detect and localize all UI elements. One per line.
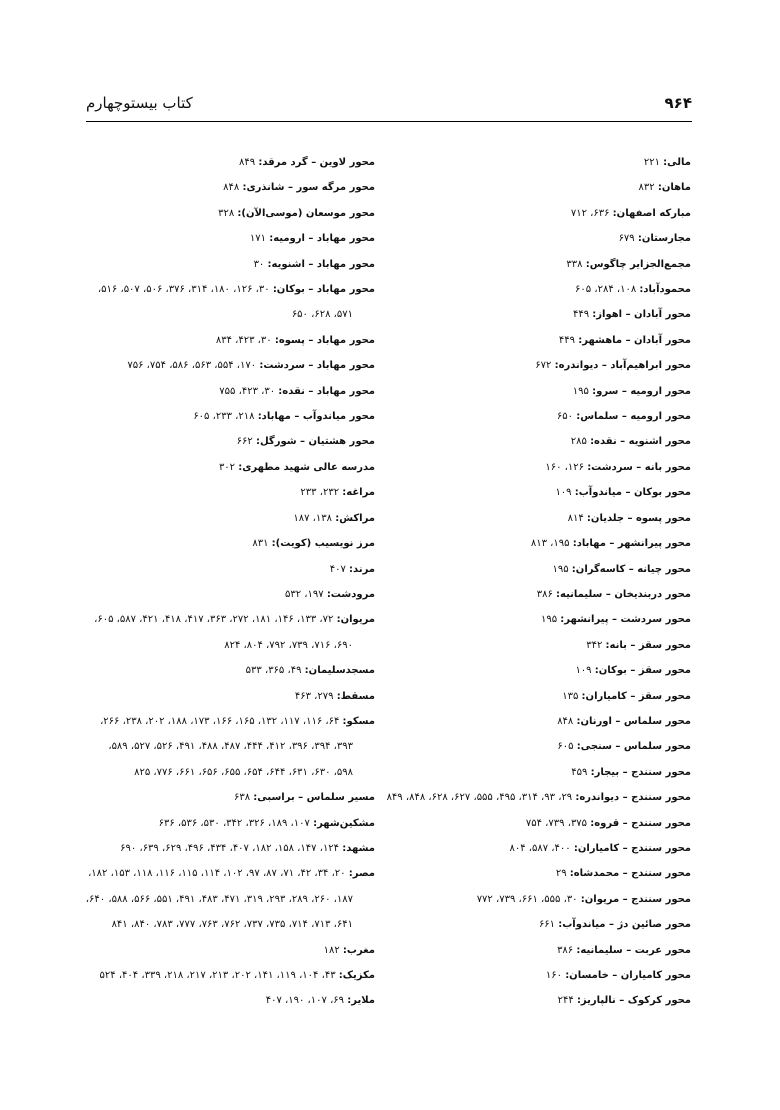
index-term: ماهان: (657, 182, 691, 194)
index-page-refs: ۲۱۸، ۲۳۳، ۶۰۵ (193, 411, 255, 423)
index-page-refs: ۳۳۸ (566, 258, 583, 270)
index-term: محور سنندج – مریوان: (580, 893, 691, 905)
index-term: ملایر: (347, 995, 375, 1007)
index-page-refs: ۴۰۰، ۵۸۷، ۸۰۴ (509, 842, 571, 854)
index-term: محور بوکان – میاندوآب: (574, 487, 691, 499)
index-page-refs: ۱۸۲ (323, 944, 340, 956)
index-page-refs: ۶۷۲ (535, 360, 552, 372)
index-entry (402, 912, 691, 937)
index-term: مرند: (349, 563, 375, 575)
index-page-refs-continued: ۳۹۳، ۳۹۴، ۳۹۶، ۴۱۲، ۴۴۴، ۴۸۷، ۴۸۸، ۴۹۱، ۵۲۶، ۵۲۷، ۵۸۹، (108, 741, 353, 753)
index-page-refs: ۳۰ (253, 258, 265, 270)
index-entry (84, 379, 375, 404)
index-entry (402, 633, 691, 658)
index-term: محور دربندیخان – سلیمانیه: (556, 588, 691, 600)
index-page-refs: ۳۴۲ (586, 639, 603, 651)
index-page-refs: ۱۹۵ (552, 563, 569, 575)
index-term: محور مهاباد – سردشت: (259, 360, 375, 372)
index-term: محور مهاباد – اشنویه: (267, 258, 375, 270)
index-entry (84, 963, 375, 988)
index-entry (84, 658, 375, 683)
index-entry (386, 785, 691, 810)
index-page-refs: ۱۶۰ (545, 970, 562, 981)
index-term: محور چیانه – کاسه‌گران: (571, 563, 691, 575)
index-page-refs: ۴۹، ۳۶۵، ۵۳۳ (245, 665, 302, 677)
index-entry (84, 938, 375, 963)
index-page-refs: ۱۹۵ (572, 385, 589, 397)
index-term: محور کرکوک – نالپاریز: (576, 995, 691, 1007)
index-term: محور آبادان – ماهشهر: (578, 334, 691, 346)
index-page-refs: ۴۳، ۱۰۴، ۱۱۹، ۱۴۱، ۲۰۲، ۲۱۳، ۲۱۷، ۲۱۸، ۳۳۹، ۴۰۴، ۵۲۴ (99, 970, 336, 981)
index-entry (84, 277, 375, 328)
index-term: مغرب: (342, 944, 375, 956)
index-term: مبارکه اصفهان: (612, 207, 691, 219)
index-term: محور سنندج – کامیاران: (573, 842, 691, 854)
index-entry (84, 531, 375, 556)
index-page-refs: ۶۰۵ (557, 741, 574, 753)
index-page-refs: ۴۴۹ (558, 334, 576, 346)
index-term: مشکین‌شهر: (313, 817, 375, 829)
index-entry (84, 353, 375, 378)
index-term: محور سقز – کامیاران: (581, 690, 691, 702)
index-entry (84, 709, 375, 785)
running-header (86, 92, 692, 118)
index-entry (84, 252, 375, 277)
index-page-refs: ۱۲۴، ۱۴۷، ۱۵۸، ۱۸۲، ۴۰۷، ۴۳۴، ۴۹۶، ۶۲۹، ۶۳۹، ۶۹۰ (120, 842, 340, 854)
index-term: مرز نویسیب (کویت): (271, 538, 375, 550)
index-page-refs: ۳۰، ۴۲۳، ۷۵۵ (219, 385, 276, 397)
index-entry (84, 201, 375, 226)
index-page-refs: ۱۰۹ (555, 487, 572, 499)
index-entry (84, 455, 375, 480)
index-page-refs: ۲۲۱ (643, 157, 660, 168)
index-term: مراکش: (335, 512, 375, 524)
index-page-refs: ۱۹۷، ۵۳۲ (284, 588, 324, 600)
index-column-right (386, 150, 691, 1014)
index-page-refs: ۳۸۶ (536, 588, 553, 600)
index-term: مجارستان: (637, 233, 691, 245)
index-page-refs: ۲۸۵ (570, 436, 587, 448)
index-term: محمودآباد: (639, 284, 691, 296)
index-page-refs: ۸۴۹ (239, 157, 256, 168)
index-term: مسکو: (342, 715, 375, 727)
index-entry (402, 557, 691, 582)
index-entry (402, 607, 691, 632)
index-term: محور سقز – بانه: (605, 639, 691, 651)
index-page-refs-continued: ۱۸۷، ۲۶۰، ۲۸۹، ۲۹۳، ۳۱۹، ۴۷۱، ۴۸۳، ۴۹۱، ۵۵۱، ۵۶۶، ۵۸۸، ۶۴۰، (85, 893, 353, 905)
index-term: مالی: (663, 157, 691, 168)
index-page-refs: ۳۰، ۴۲۳، ۸۳۴ (215, 334, 272, 346)
index-term: مراغه: (342, 487, 375, 499)
index-entry (402, 734, 691, 759)
index-entry (402, 429, 691, 454)
index-term: محور سردشت – پیرانشهر: (560, 614, 691, 626)
index-page-refs: ۶۶۲ (236, 436, 253, 448)
index-page-refs: ۲۹، ۹۳، ۳۱۴، ۴۹۵، ۵۵۵، ۶۲۷، ۶۲۸، ۸۴۸، ۸۴۹ (386, 792, 573, 804)
index-entry (402, 811, 691, 836)
index-term: مکزیک: (338, 970, 375, 981)
index-term: مسقط: (336, 690, 375, 702)
index-page-refs-continued: ۵۷۱، ۶۲۸، ۶۵۰ (291, 309, 353, 321)
index-term: محور عربت – سلیمانیه: (576, 944, 691, 956)
index-entry (84, 988, 375, 1013)
index-entry (402, 175, 691, 200)
header-rule (86, 121, 692, 122)
index-page-refs: ۳۷۵، ۷۳۹، ۷۵۴ (525, 817, 588, 829)
index-page-refs: ۳۸۶ (557, 944, 574, 956)
index-page-refs: ۴۰۷ (329, 563, 346, 575)
index-term: مصر: (348, 868, 375, 880)
index-entry (84, 175, 375, 200)
index-page-refs: ۶۳۶، ۷۱۲ (570, 207, 610, 219)
index-entry (402, 226, 691, 251)
index-page-refs-continued: ۶۴۱، ۷۱۳، ۷۱۴، ۷۳۵، ۷۳۷، ۷۶۲، ۷۶۳، ۷۷۷، ۷۸۳، ۸۴۰، ۸۴۱ (111, 919, 353, 931)
index-entry (84, 836, 375, 861)
index-entry (402, 150, 691, 175)
index-page-refs: ۱۹۵، ۸۱۳ (530, 538, 570, 550)
index-page-refs: ۱۷۱ (249, 233, 267, 245)
index-entry (402, 252, 691, 277)
index-page-refs: ۶۵۰ (556, 411, 574, 423)
index-page-refs: ۲۰، ۳۴، ۴۲، ۷۱، ۸۷، ۹۷، ۱۰۲، ۱۱۴، ۱۱۵، ۱۱۶، ۱۱۸، ۱۵۳، ۱۸۲، (88, 868, 346, 880)
index-term: محور ابراهیم‌آباد – دیواندره: (554, 360, 691, 372)
index-term: محور ارومیه – سلماس: (576, 411, 691, 423)
index-entry (402, 328, 691, 353)
index-term: مسجدسلیمان: (304, 665, 375, 677)
index-term: محور هشتیان – شورگل: (255, 436, 375, 448)
index-page-refs: ۱۹۵ (540, 614, 558, 626)
index-entry (402, 709, 691, 734)
index-entry (84, 607, 375, 658)
index-page-refs: ۶۴، ۱۱۶، ۱۱۷، ۱۳۲، ۱۶۵، ۱۶۶، ۱۷۳، ۱۸۸، ۲۰۲، ۲۳۸، ۲۶۶، (100, 715, 340, 727)
index-page-refs: ۸۳۲ (638, 182, 655, 194)
index-entry (84, 429, 375, 454)
index-entry (402, 887, 691, 912)
index-term: مجمع‌الجزایر چاگوس: (585, 258, 691, 270)
index-entry (402, 582, 691, 607)
index-page-refs: ۳۲۸ (218, 207, 235, 219)
index-entry (84, 150, 375, 175)
book-title: کتاب بیستوچهارم (86, 94, 193, 112)
index-page-refs: ۶۶۱ (538, 919, 556, 931)
index-page-refs: ۸۱۴ (567, 512, 584, 524)
index-page-refs: ۲۴۴ (557, 995, 574, 1007)
index-term: محور سلماس – سنجی: (576, 741, 691, 753)
index-term: محور لاوین – گرد مرقد: (258, 157, 375, 168)
index-entry (402, 404, 691, 429)
index-term: محور آبادان – اهواز: (592, 309, 691, 321)
index-term: محور میاندوآب – مهاباد: (257, 411, 375, 423)
index-page-refs: ۸۴۸ (557, 715, 574, 727)
index-entry (84, 226, 375, 251)
index-entry (84, 557, 375, 582)
index-entry (402, 988, 691, 1013)
index-term: محور سلماس – اورنان: (576, 715, 691, 727)
index-term: محور ارومیه – سرو: (592, 385, 691, 397)
index-entry (84, 582, 375, 607)
index-page-refs: ۶۳۸ (233, 792, 251, 804)
index-page-refs: ۱۰۸، ۲۸۴، ۶۰۵ (575, 284, 637, 296)
index-page-refs: ۸۴۸ (223, 182, 240, 194)
index-term: محور مهاباد – بوکان: (272, 284, 375, 296)
index-term: محور صائین دژ – میاندوآب: (558, 919, 691, 931)
index-entry (402, 531, 691, 556)
index-entry (402, 836, 691, 861)
index-entry (84, 785, 375, 810)
index-entry (402, 684, 691, 709)
index-entry (84, 861, 375, 937)
index-term: محور مهاباد – پسوه: (274, 334, 375, 346)
index-term: محور سنندج – دیواندره: (575, 792, 691, 804)
index-term: محور مهاباد – نقده: (278, 385, 375, 397)
index-page-refs: ۶۹، ۱۰۷، ۱۹۰، ۴۰۷ (265, 995, 345, 1007)
index-page-refs: ۳۰، ۵۵۵، ۶۶۱، ۷۳۹، ۷۷۲ (476, 893, 578, 905)
index-term: محور سنندج – بیجار: (590, 766, 691, 778)
index-term: محور موسعان (موسی‌الآن): (237, 207, 375, 219)
index-term: محور پسوه – جلدیان: (586, 512, 691, 524)
index-entry (402, 201, 691, 226)
index-page-refs: ۶۷۹ (618, 233, 635, 245)
index-entry (84, 684, 375, 709)
index-page-refs: ۲۳۲، ۲۳۳ (300, 487, 340, 499)
index-page-refs: ۴۴۹ (572, 309, 590, 321)
index-page-refs: ۱۰۹ (575, 665, 592, 677)
index-entry (84, 480, 375, 505)
index-page-refs: ۱۳۸، ۱۸۷ (293, 512, 333, 524)
index-page-refs: ۱۲۶، ۱۶۰ (545, 461, 584, 473)
index-entry (84, 506, 375, 531)
index-column-left (84, 150, 375, 1014)
index-page-refs: ۲۹ (555, 868, 567, 880)
index-page-refs: ۲۷۹، ۴۶۳ (294, 690, 334, 702)
index-term: مرودشت: (326, 588, 375, 600)
index-page-refs: ۱۷۰، ۵۵۴، ۵۶۳، ۵۸۶، ۷۵۴، ۷۵۶ (127, 360, 257, 372)
index-entry (84, 404, 375, 429)
index-page-refs: ۱۳۵ (562, 690, 579, 702)
index-page-refs: ۷۲، ۱۳۳، ۱۴۶، ۱۸۱، ۲۷۲، ۳۶۳، ۴۱۷، ۴۱۸، ۴۲۱، ۵۸۷، ۶۰۵، (94, 614, 334, 626)
index-term: مدرسه عالی شهید مطهری: (238, 461, 375, 473)
index-entry (402, 277, 691, 302)
index-term: مریوان: (336, 614, 375, 626)
index-entry (402, 760, 691, 785)
index-entry (402, 861, 691, 886)
index-entry (402, 302, 691, 327)
index-term: محور بانه – سردشت: (587, 461, 691, 473)
index-entry (402, 480, 691, 505)
index-entry (402, 455, 691, 480)
index-term: محور مرگه سور – شانذری: (242, 182, 375, 194)
index-entry (402, 353, 691, 378)
index-page-refs: ۸۳۱ (252, 538, 269, 550)
index-term: محور سنندج – قروه: (590, 817, 691, 829)
index-entry (402, 379, 691, 404)
index-term: محور پیرانشهر – مهاباد: (572, 538, 691, 550)
index-page-refs-continued: ۶۹۰، ۷۱۶، ۷۳۹، ۷۹۲، ۸۰۴، ۸۲۴ (224, 639, 353, 651)
index-entry (402, 658, 691, 683)
index-term: محور اشنویه – نقده: (590, 436, 691, 448)
index-entry (402, 506, 691, 531)
index-term: محور کامیاران – خامسان: (565, 970, 691, 981)
page-number: ۹۶۴ (664, 94, 692, 112)
index-term: مسیر سلماس – براسبی: (253, 792, 375, 804)
index-term: محور سقز – بوکان: (594, 665, 691, 677)
index-entry (84, 328, 375, 353)
index-entry (402, 963, 691, 988)
index-entry (402, 938, 691, 963)
index-page-refs: ۴۵۹ (571, 766, 588, 778)
index-page-refs: ۱۰۷، ۱۸۹، ۳۲۶، ۳۴۲، ۵۳۰، ۵۳۶، ۶۳۶ (158, 817, 310, 829)
index-page-refs-continued: ۵۹۸، ۶۳۰، ۶۳۱، ۶۴۴، ۶۵۴، ۶۵۵، ۶۵۶، ۶۶۱، ۷۷۶، ۸۲۵ (134, 766, 353, 778)
index-term: مشهد: (342, 842, 375, 854)
index-page-refs: ۳۰، ۱۲۶، ۱۸۰، ۳۱۴، ۳۷۶، ۵۰۶، ۵۰۷، ۵۱۶، (97, 284, 270, 296)
index-entry (84, 811, 375, 836)
index-term: محور مهاباد – ارومیه: (269, 233, 375, 245)
index-term: محور سنندج – محمدشاه: (569, 868, 691, 880)
index-page-refs: ۳۰۲ (218, 461, 236, 473)
